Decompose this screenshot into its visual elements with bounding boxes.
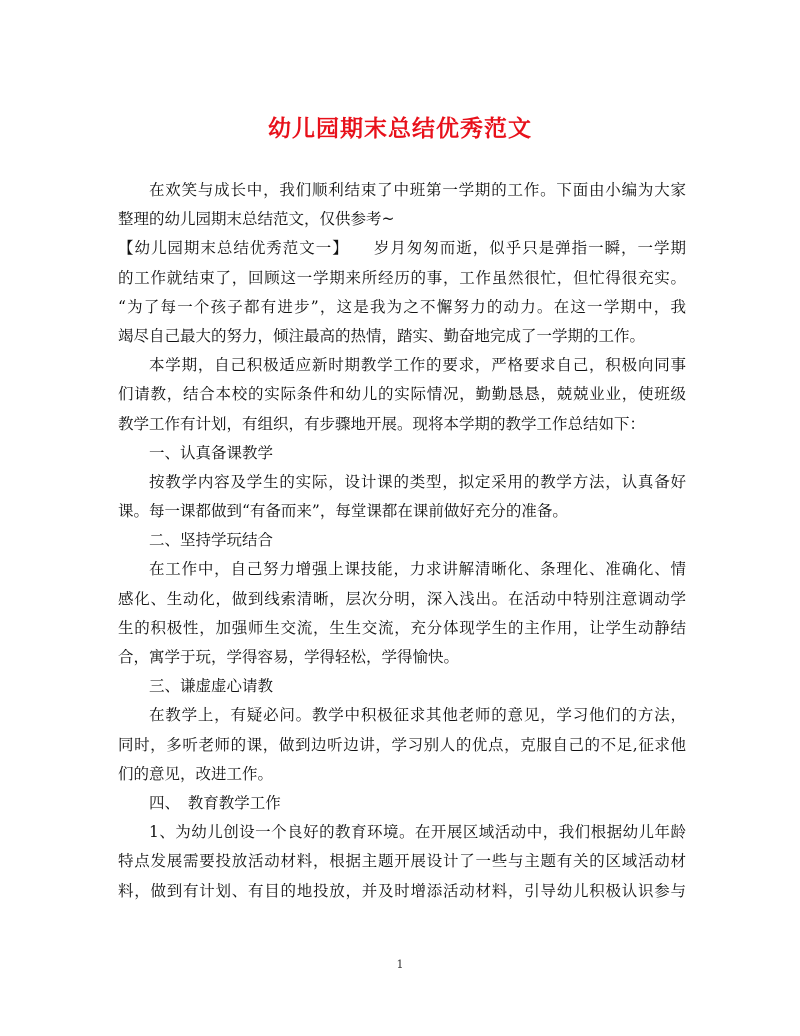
page-number: 1: [396, 958, 404, 971]
text-line: 生的积极性，加强师生交流，生生交流，充分体现学生的主作用，让学生动静结: [118, 618, 686, 637]
text-line: 料，做到有计划、有目的地投放，并及时增添活动材料，引导幼儿积极认识参与: [118, 881, 686, 900]
text-line: 合，寓学于玩，学得容易，学得轻松，学得愉快。: [118, 648, 460, 666]
text-line: 同时，多听老师的课，做到边听边讲，学习别人的优点，克服自己的不足,征求他: [118, 735, 686, 754]
text-line: 整理的幼儿园期末总结范文，仅供参考~: [118, 210, 395, 229]
text-line: 本学期，自己积极适应新时期教学工作的要求，严格要求自己，积极向同事: [149, 356, 686, 375]
text-line: 四、 教育教学工作: [149, 793, 281, 812]
text-line: 1、为幼儿创设一个良好的教育环境。在开展区域活动中，我们根据幼儿年龄: [149, 823, 686, 842]
document-title: 幼儿园期末总结优秀范文: [268, 115, 532, 142]
text-line: 二、坚持学玩结合: [149, 531, 274, 550]
text-line: 们的意见，改进工作。: [118, 764, 274, 783]
text-line: 的工作就结束了，回顾这一学期来所经历的事，工作虽然很忙，但忙得很充实。: [118, 268, 686, 287]
document-body: [118, 176, 686, 906]
text-line: 一、认真备课教学: [149, 443, 274, 462]
text-line: 在工作中，自己努力增强上课技能，力求讲解清晰化、条理化、准确化、情: [149, 560, 686, 579]
text-line: 感化、生动化，做到线索清晰，层次分明，深入浅出。在活动中特别注意调动学: [118, 589, 686, 608]
text-line: 竭尽自己最大的努力，倾注最高的热情，踏实、勤奋地完成了一学期的工作。: [118, 326, 646, 345]
text-line: 【幼儿园期末总结优秀范文一】 岁月匆匆而逝，似乎只是弹指一瞬，一学期: [118, 239, 686, 258]
text-line: 们请教，结合本校的实际条件和幼儿的实际情况，勤勤恳恳，兢兢业业，使班级: [118, 385, 686, 404]
text-line: “为了每一个孩子都有进步”，这是我为之不懈努力的动力。在这一学期中，我: [118, 297, 686, 316]
text-line: 在欢笑与成长中，我们顺利结束了中班第一学期的工作。下面由小编为大家: [149, 181, 686, 199]
text-line: 课。每一课都做到“有备而来”，每堂课都在课前做好充分的准备。: [118, 502, 568, 521]
text-line: 按教学内容及学生的实际，设计课的类型，拟定采用的教学方法，认真备好: [149, 472, 686, 491]
text-line: 三、谦虚虚心请教: [149, 677, 274, 696]
text-line: 教学工作有计划，有组织，有步骤地开展。现将本学期的教学工作总结如下：: [118, 414, 646, 433]
text-line: 特点发展需要投放活动材料，根据主题开展设计了一些与主题有关的区域活动材: [118, 852, 686, 871]
text-line: 在教学上，有疑必问。教学中积极征求其他老师的意见，学习他们的方法，: [149, 706, 686, 725]
